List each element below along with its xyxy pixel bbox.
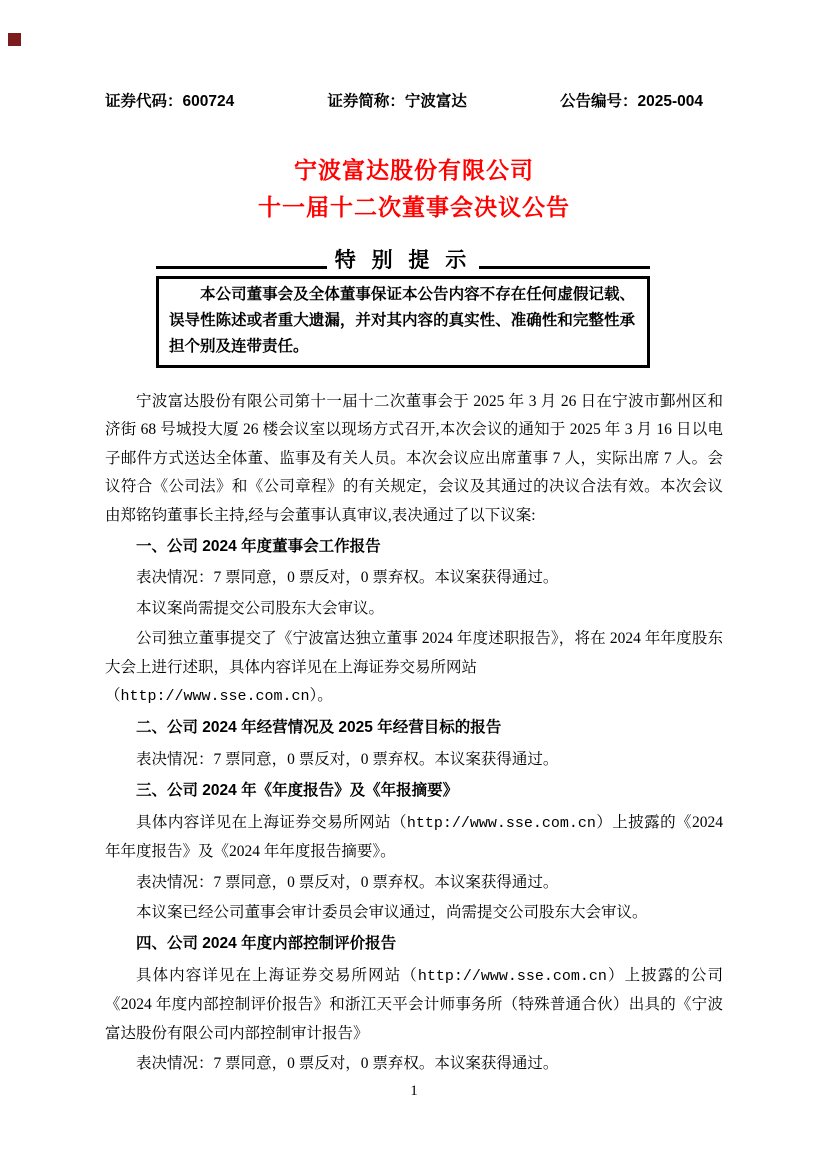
section4-detail-before: 具体内容详见在上海证券交易所网站（ — [136, 966, 418, 984]
company-name-title: 宁波富达股份有限公司 — [294, 157, 534, 183]
section2-heading: 二、公司 2024 年经营情况及 2025 年经营目标的报告 — [136, 719, 502, 737]
intro-paragraph: 宁波富达股份有限公司第十一届十二次董事会于 2025 年 3 月 26 日在宁波市鄞州区和济街 68 号城投大厦 26 楼会议室以现场方式召开,本次会议的通知于 2025 年 3 月 16 日以电子邮件方式送达全体董、监事及有关人员。本次会议应出席董事 7 人，实际出席 7 人。会议符合《公司法》和《公司章程》的有关规定，会议及其通过的决议合法有效。本次会议由郑铭钧董事长主持,经与会董事认真审议,表决通过了以下议案: — [105, 393, 723, 524]
document-header — [105, 92, 723, 112]
section1-heading: 一、公司 2024 年度董事会工作报告 — [136, 538, 381, 556]
section4-detail-after: ）上披露的公司《2024 年度内部控制评价报告》和浙江天平会计师事务所（特殊普通合伙）出具的《宁波富达股份有限公司内部控制审计报告》 — [105, 966, 723, 1042]
section3-detail-after: ）上披露的《2024 年年度报告》及《2024 年年度报告摘要》。 — [105, 813, 723, 861]
section3-sse-url: http://www.sse.com.cn — [406, 814, 596, 832]
section4-heading: 四、公司 2024 年度内部控制评价报告 — [136, 935, 397, 953]
document-title — [105, 152, 723, 226]
section3-vote: 表决情况：7 票同意，0 票反对，0 票弃权。本议案获得通过。 — [136, 873, 559, 891]
section1-url-close-paren: ）。 — [309, 687, 333, 705]
section1-vote: 表决情况：7 票同意，0 票反对，0 票弃权。本议案获得通过。 — [136, 569, 559, 587]
section1-indep-text: 公司独立董事提交了《宁波富达独立董事 2024 年度述职报告》，将在 2024 年年度股东大会上进行述职，具体内容详见在上海证券交易所网站 — [105, 630, 723, 676]
section4-vote: 表决情况：7 票同意，0 票反对，0 票弃权。本议案获得通过。 — [136, 1054, 559, 1072]
section3-detail-paragraph — [105, 809, 723, 867]
special-notice-heading: 特 别 提 示 — [334, 249, 472, 272]
section1-url-open-paren: （ — [105, 687, 121, 705]
section4-detail-paragraph — [105, 962, 723, 1048]
section3-heading: 三、公司 2024 年《年度报告》及《年报摘要》 — [136, 782, 459, 800]
document-body — [105, 388, 723, 1078]
special-notice-box — [156, 276, 650, 368]
section1-sse-url: http://www.sse.com.cn — [120, 688, 310, 706]
notice-rule-left — [156, 266, 327, 269]
announcement-number: 公告编号：2025-004 — [559, 93, 703, 110]
special-notice-heading-row — [156, 248, 650, 274]
special-notice-text: 本公司董事会及全体董事保证本公告内容不存在任何虚假记载、误导性陈述或者重大遗漏，并对其内容的真实性、准确性和完整性承担个别及连带责任。 — [169, 286, 635, 355]
section1-note: 本议案尚需提交公司股东大会审议。 — [136, 599, 385, 617]
section2-vote: 表决情况：7 票同意，0 票反对，0 票弃权。本议案获得通过。 — [136, 750, 559, 768]
meeting-resolution-title: 十一届十二次董事会决议公告 — [258, 194, 570, 220]
section4-sse-url: http://www.sse.com.cn — [417, 967, 607, 985]
corner-mark — [8, 33, 21, 46]
section1-independent-director-paragraph — [105, 625, 723, 711]
section3-detail-before: 具体内容详见在上海证券交易所网站（ — [136, 813, 407, 831]
page-content — [105, 0, 723, 1102]
notice-rule-right — [479, 266, 650, 269]
stock-short-name: 证券简称：宁波富达 — [327, 93, 467, 110]
stock-code: 证券代码：600724 — [105, 93, 235, 110]
section3-note: 本议案已经公司董事会审计委员会审议通过，尚需提交公司股东大会审议。 — [136, 903, 648, 921]
special-notice — [156, 248, 650, 368]
page-number: 1 — [410, 1083, 418, 1100]
